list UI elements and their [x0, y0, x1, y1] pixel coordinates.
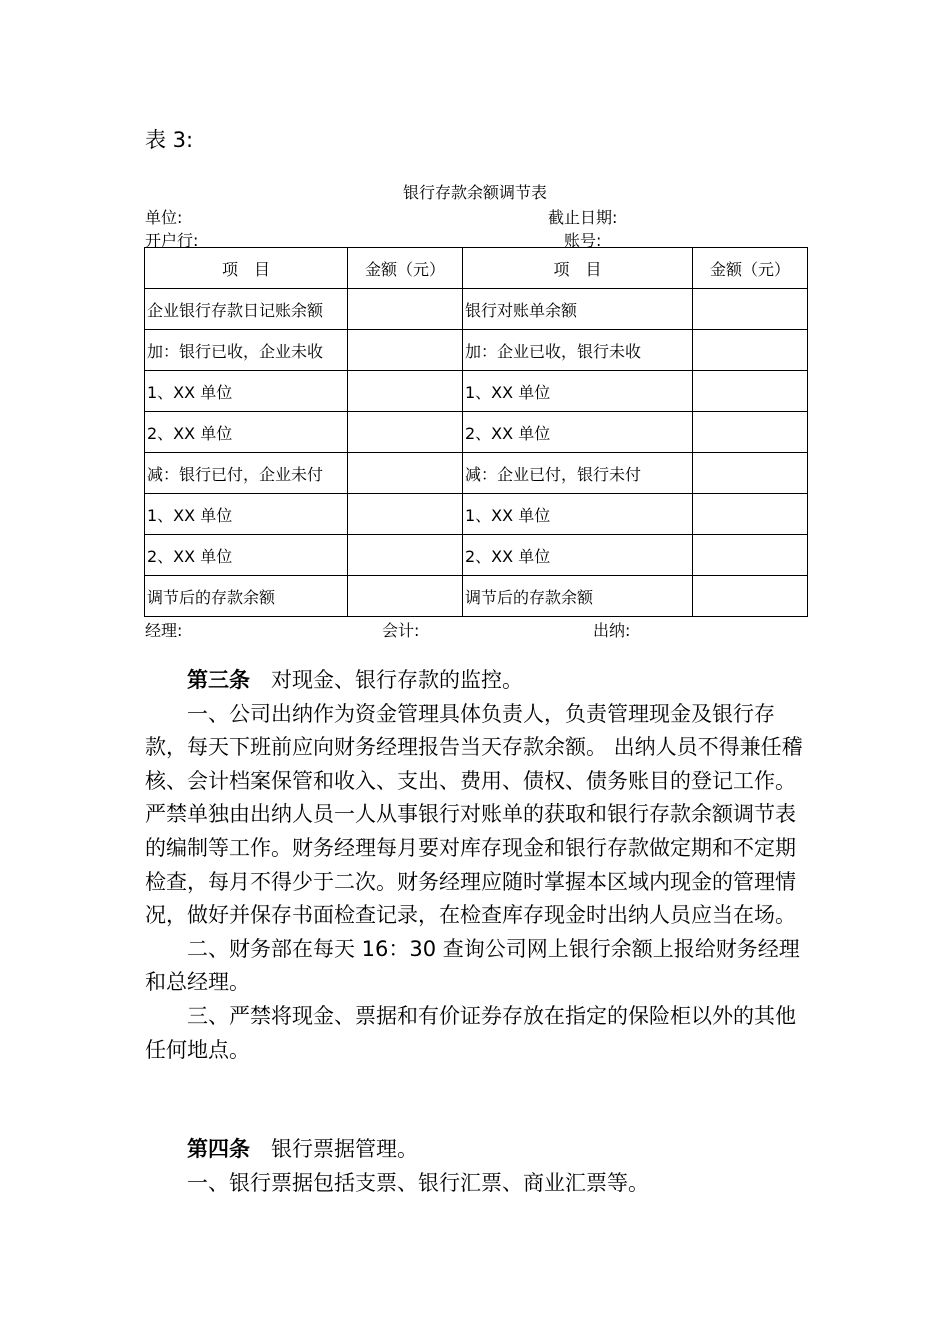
amount-cell [348, 289, 463, 330]
table-row [145, 330, 808, 371]
row-label-right: 1、XX 单位 [463, 494, 693, 535]
article-4-title: 第四条 [187, 1137, 250, 1161]
row-label-left: 2、XX 单位 [145, 412, 348, 453]
reconciliation-table [144, 247, 808, 617]
row-label-right: 银行对账单余额 [463, 289, 693, 330]
row-label-left: 减：银行已付，企业未付 [145, 453, 348, 494]
amount-cell [693, 535, 808, 576]
row-label-right: 加：企业已收，银行未收 [463, 330, 693, 371]
article-3-title: 第三条 [187, 668, 250, 692]
row-label-left: 企业银行存款日记账余额 [145, 289, 348, 330]
row-label-left: 1、XX 单位 [145, 371, 348, 412]
amount-cell [693, 330, 808, 371]
article-3-paragraph-1: 一、公司出纳作为资金管理具体负责人，负责管理现金及银行存款，每天下班前应向财务经理报告当天存款余额。 出纳人员不得兼任稽核、会计档案保管和收入、支出、费用、债权、债务账目的登记工作。严禁单独由出纳人员一人从事银行对账单的获取和银行存款余额调节表的编制等工作。财务经理每月要对库存现金和银行存款做定期和不定期检查，每月不得少于二次。财务经理应随时掌握本区域内现金的管理情况，做好并保存书面检查记录，在检查库存现金时出纳人员应当在场。 [145, 701, 803, 928]
article-4-subject: 银行票据管理。 [271, 1137, 418, 1161]
amount-cell [348, 576, 463, 617]
amount-cell [693, 412, 808, 453]
amount-cell [348, 330, 463, 371]
header-amount-left: 金额（元） [348, 248, 463, 289]
amount-cell [693, 453, 808, 494]
table-row [145, 371, 808, 412]
amount-cell [348, 494, 463, 535]
cutoff-date-label: 截止日期: [548, 208, 618, 227]
article-4 [145, 1133, 807, 1200]
article-3-heading [145, 664, 807, 698]
unit-label: 单位: [145, 208, 183, 227]
amount-cell [693, 494, 808, 535]
table-row [145, 576, 808, 617]
row-label-right: 2、XX 单位 [463, 412, 693, 453]
amount-cell [348, 412, 463, 453]
header-amount-right: 金额（元） [693, 248, 808, 289]
article-3 [145, 664, 807, 1067]
table-row [145, 453, 808, 494]
accountant-signature-label: 会计: [382, 621, 420, 640]
header-item-left: 项 目 [145, 248, 348, 289]
bank-label: 开户行: [145, 231, 199, 250]
article-3-paragraph-2: 二、财务部在每天 16：30 查询公司网上银行余额上报给财务经理和总经理。 [145, 936, 800, 995]
table-title: 银行存款余额调节表 [402, 183, 547, 202]
manager-signature-label: 经理: [145, 621, 183, 640]
section-heading: 表 3: [145, 128, 194, 152]
table-row [145, 289, 808, 330]
row-label-right: 调节后的存款余额 [463, 576, 693, 617]
table-row [145, 535, 808, 576]
header-item-right: 项 目 [463, 248, 693, 289]
cashier-signature-label: 出纳: [593, 621, 631, 640]
amount-cell [348, 453, 463, 494]
amount-cell [693, 371, 808, 412]
article-3-paragraph-3: 三、严禁将现金、票据和有价证券存放在指定的保险柜以外的其他任何地点。 [145, 1003, 796, 1062]
row-label-left: 加：银行已收，企业未收 [145, 330, 348, 371]
row-label-left: 2、XX 单位 [145, 535, 348, 576]
amount-cell [348, 535, 463, 576]
article-3-subject: 对现金、银行存款的监控。 [271, 668, 523, 692]
amount-cell [348, 371, 463, 412]
amount-cell [693, 576, 808, 617]
table-header-row [145, 248, 808, 289]
account-label: 账号: [564, 231, 602, 250]
row-label-left: 调节后的存款余额 [145, 576, 348, 617]
amount-cell [693, 289, 808, 330]
row-label-right: 减：企业已付，银行未付 [463, 453, 693, 494]
article-4-heading [145, 1133, 807, 1167]
article-4-paragraph-1: 一、银行票据包括支票、银行汇票、商业汇票等。 [187, 1170, 649, 1195]
table-row [145, 412, 808, 453]
row-label-left: 1、XX 单位 [145, 494, 348, 535]
row-label-right: 2、XX 单位 [463, 535, 693, 576]
row-label-right: 1、XX 单位 [463, 371, 693, 412]
table-row [145, 494, 808, 535]
